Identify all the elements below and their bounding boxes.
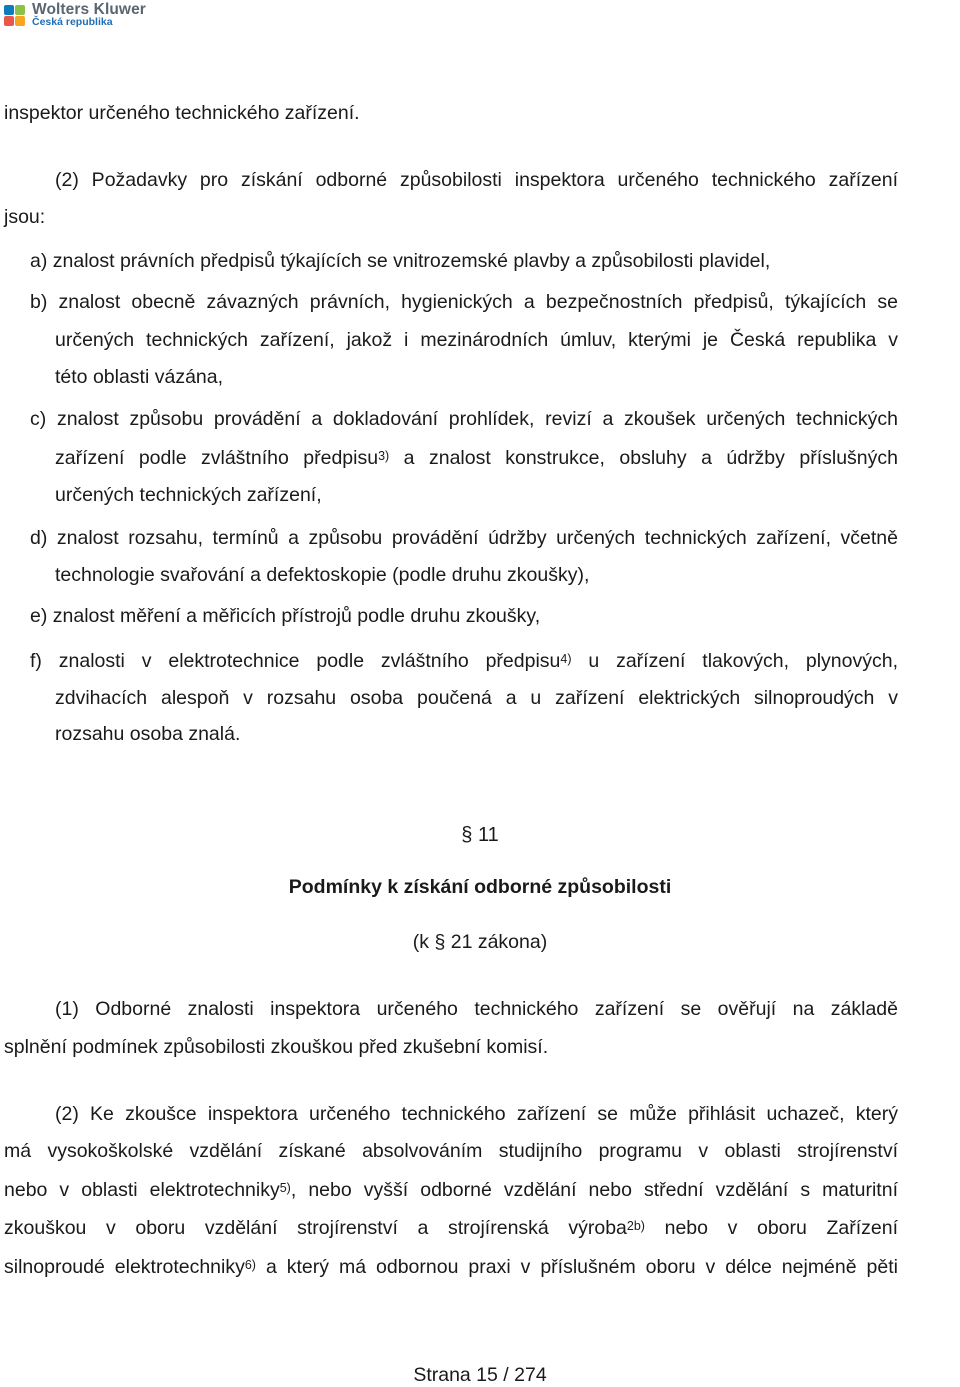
section-paragraph-2-line-4: zkouškou v oboru vzdělání strojírenství a strojírenská výroba$^{2b)}$ nebo v oboru Zařízení: [4, 1217, 898, 1239]
section-paragraph-1-line-2: splnění podmínek způsobilosti zkouškou před zkušební komisí.: [4, 1036, 549, 1058]
item-b-line-1: b) znalost obecně závazných právních, hygienických a bezpečnostních předpisů, týkajících se: [30, 291, 898, 313]
footnote-ref-5: 5): [279, 1181, 291, 1195]
logo-name: Wolters Kluwer: [32, 1, 146, 18]
paragraph-2-line-1: (2) Požadavky pro získání odborné způsobilosti inspektora určeného technického zařízení: [55, 169, 898, 191]
item-b-line-2: určených technických zařízení, jakož i mezinárodních úmluv, kterými je Česká republika v: [55, 329, 898, 351]
page-number-footer: Strana 15 / 274: [413, 1364, 547, 1386]
item-f-line-3: rozsahu osoba znalá.: [55, 723, 241, 745]
section-title: Podmínky k získání odborné způsobilosti: [288, 876, 672, 898]
section-paragraph-2-line-1: (2) Ke zkoušce inspektora určeného technického zařízení se může přihlásit uchazeč, který: [55, 1103, 898, 1125]
footnote-ref-6: 6): [244, 1258, 256, 1272]
wolters-kluwer-logo-icon: [4, 5, 26, 27]
item-d-line-2: technologie svařování a defektoskopie (podle druhu zkoušky),: [55, 564, 590, 586]
continuation-text: inspektor určeného technického zařízení.: [4, 102, 360, 124]
footnote-ref-3: 3): [378, 449, 390, 463]
item-c-line-1: c) znalost způsobu provádění a dokladování prohlídek, revizí a zkoušek určených technických: [30, 408, 898, 430]
item-b-line-3: této oblasti vázána,: [55, 366, 224, 388]
logo-subtitle: Česká republika: [32, 16, 113, 28]
section-reference: (k § 21 zákona): [412, 931, 548, 953]
section-paragraph-2-line-3: nebo v oblasti elektrotechniky$^{5)}$, nebo vyšší odborné vzdělání nebo střední vzdělání s maturitní: [4, 1179, 898, 1201]
item-f-line-1: f) znalosti v elektrotechnice podle zvláštního předpisu$^{4)}$ u zařízení tlakových, plynových,: [30, 650, 898, 672]
section-number: § 11: [461, 824, 499, 846]
item-d-line-1: d) znalost rozsahu, termínů a způsobu provádění údržby určených technických zařízení, včetně: [30, 527, 898, 549]
item-c-line-3: určených technických zařízení,: [55, 484, 322, 506]
publisher-logo: [4, 3, 146, 29]
paragraph-2-line-2: jsou:: [4, 206, 46, 228]
item-c-line-2: zařízení podle zvláštního předpisu$^{3)}$ a znalost konstrukce, obsluhy a údržby příslušných: [55, 447, 898, 469]
section-paragraph-2-line-2: má vysokoškolské vzdělání získané absolvováním studijního programu v oblasti strojírenství: [4, 1140, 898, 1162]
section-paragraph-2-line-5: silnoproudé elektrotechniky$^{6)}$ a který má odbornou praxi v příslušném oboru v délce nejméně pěti: [4, 1256, 898, 1278]
item-f-line-2: zdvihacích alespoň v rozsahu osoba poučená a u zařízení elektrických silnoproudých v: [55, 687, 898, 709]
footnote-ref-2b: 2b): [626, 1219, 645, 1233]
section-paragraph-1-line-1: (1) Odborné znalosti inspektora určeného technického zařízení se ověřují na základě: [55, 998, 898, 1020]
footnote-ref-4: 4): [560, 652, 572, 666]
item-a: a) znalost právních předpisů týkajících se vnitrozemské plavby a způsobilosti plavidel,: [30, 250, 771, 272]
item-e: e) znalost měření a měřicích přístrojů podle druhu zkoušky,: [30, 605, 541, 627]
